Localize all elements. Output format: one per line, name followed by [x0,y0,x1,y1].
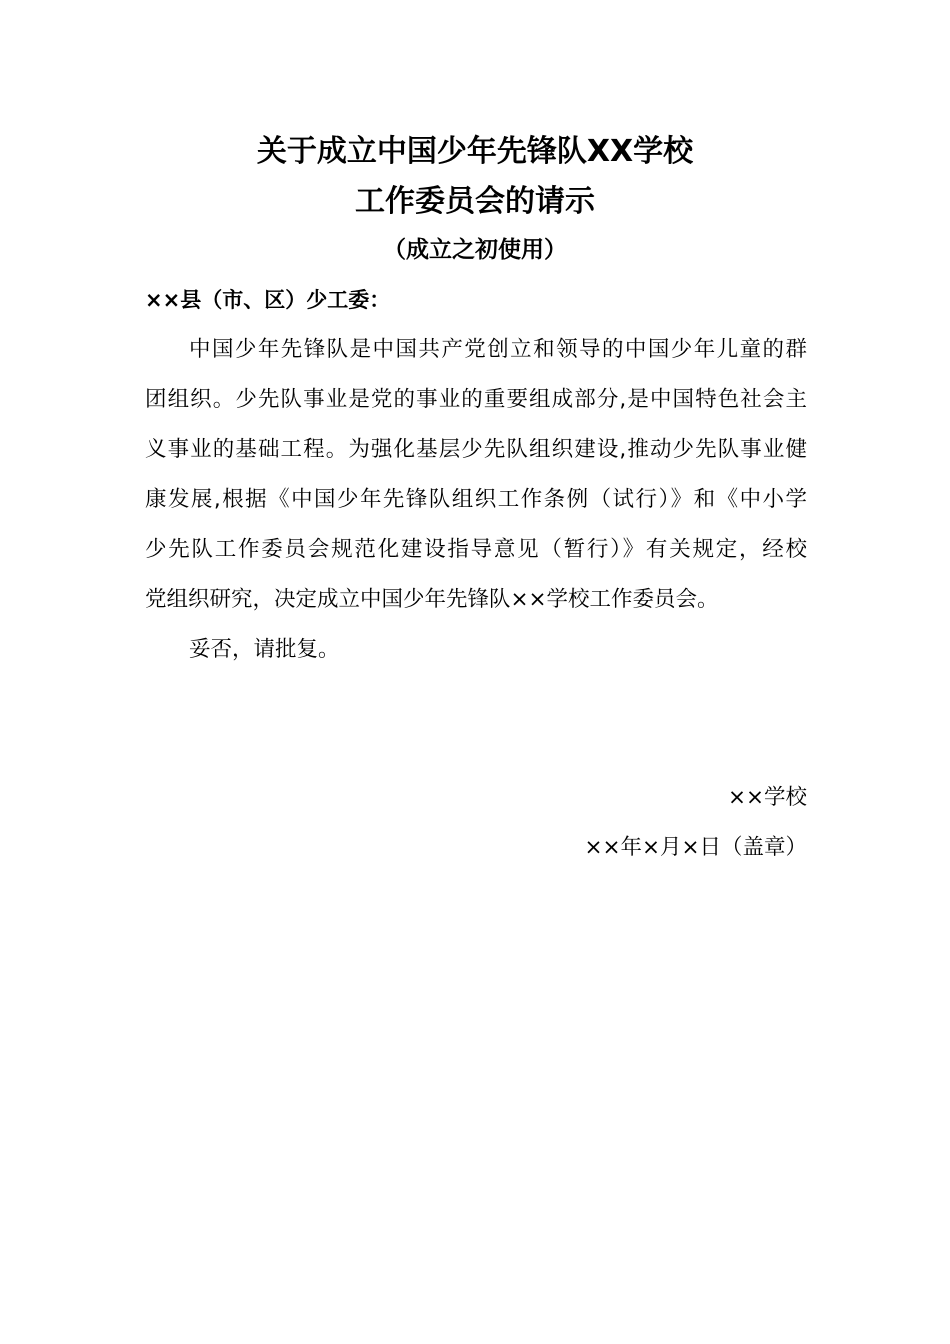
signature-organization: ××学校 [727,785,807,810]
paragraph-1-line-2: 团组织。少先队事业是党的事业的重要组成部分,是中国特色社会主 [145,387,807,412]
paragraph-1-line-5: 少先队工作委员会规范化建设指导意见（暂行）》有关规定，经校 [145,537,807,562]
salutation: ××县（市、区）少工委： [145,288,391,312]
document-title-line-2: 工作委员会的请示 [355,184,595,219]
paragraph-1-line-6: 党组织研究，决定成立中国少年先锋队××学校工作委员会。 [145,587,719,612]
paragraph-1-line-3: 义事业的基础工程。为强化基层少先队组织建设,推动少先队事业健 [145,437,807,462]
paragraph-1-line-4: 康发展,根据《中国少年先锋队组织工作条例（试行）》和《中小学 [145,487,807,512]
document-subtitle: （成立之初使用） [383,237,567,263]
paragraph-1-line-1: 中国少年先锋队是中国共产党创立和领导的中国少年儿童的群 [189,337,807,362]
paragraph-2: 妥否，请批复。 [189,637,340,662]
signature-date: ××年×月×日（盖章） [584,835,807,860]
document-title-line-1: 关于成立中国少年先锋队XX学校 [256,134,694,169]
